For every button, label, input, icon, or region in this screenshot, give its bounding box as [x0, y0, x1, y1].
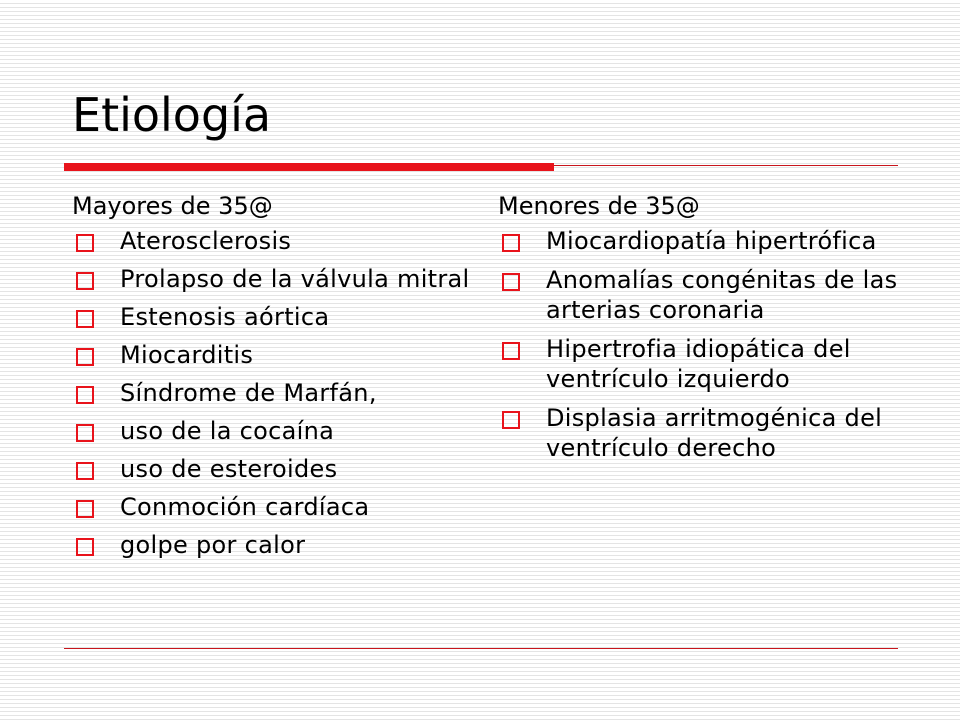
list-item: [72, 226, 472, 256]
list-item: [72, 302, 472, 332]
square-bullet-icon: [76, 538, 94, 556]
list-item-text: Aterosclerosis: [120, 227, 292, 255]
list-item: [72, 454, 472, 484]
square-bullet-icon: [502, 342, 520, 360]
square-bullet-icon: [76, 272, 94, 290]
square-bullet-icon: [76, 234, 94, 252]
list-item-text: Anomalías congénitas de las arterias coronaria: [546, 266, 898, 324]
square-bullet-icon: [502, 234, 520, 252]
list-item: [72, 492, 472, 522]
square-bullet-icon: [502, 411, 520, 429]
list-item: [72, 530, 472, 560]
list-item-text: Conmoción cardíaca: [120, 493, 370, 521]
list-item-text: Prolapso de la válvula mitral: [120, 265, 470, 293]
right-bullet-list: [498, 226, 898, 463]
list-item-text: Hipertrofia idiopática del ventrículo izquierdo: [546, 335, 851, 393]
square-bullet-icon: [76, 424, 94, 442]
slide-title: Etiología: [72, 88, 272, 142]
square-bullet-icon: [76, 462, 94, 480]
left-column-heading: Mayores de 35@: [72, 192, 273, 220]
square-bullet-icon: [76, 500, 94, 518]
list-item: [72, 378, 472, 408]
right-column-heading: Menores de 35@: [498, 192, 700, 220]
list-item-text: uso de la cocaína: [120, 417, 335, 445]
list-item-text: uso de esteroides: [120, 455, 338, 483]
square-bullet-icon: [76, 386, 94, 404]
list-item: [72, 264, 472, 294]
list-item: [498, 265, 898, 325]
list-item: [498, 334, 898, 394]
list-item-text: Miocarditis: [120, 341, 254, 369]
list-item-text: Síndrome de Marfán,: [120, 379, 377, 407]
list-item-text: golpe por calor: [120, 531, 306, 559]
list-item: [72, 340, 472, 370]
left-bullet-list: [72, 226, 472, 560]
square-bullet-icon: [76, 348, 94, 366]
list-item: [498, 403, 898, 463]
square-bullet-icon: [76, 310, 94, 328]
list-item: [72, 416, 472, 446]
square-bullet-icon: [502, 273, 520, 291]
list-item-text: Displasia arritmogénica del ventrículo derecho: [546, 404, 883, 462]
right-column: [498, 192, 898, 472]
list-item-text: Estenosis aórtica: [120, 303, 330, 331]
list-item-text: Miocardiopatía hipertrófica: [546, 227, 877, 255]
left-column: [72, 192, 472, 568]
title-accent-bar: [64, 163, 554, 171]
footer-divider-line: [64, 648, 898, 649]
list-item: [498, 226, 898, 256]
title-divider-line: [554, 165, 898, 166]
